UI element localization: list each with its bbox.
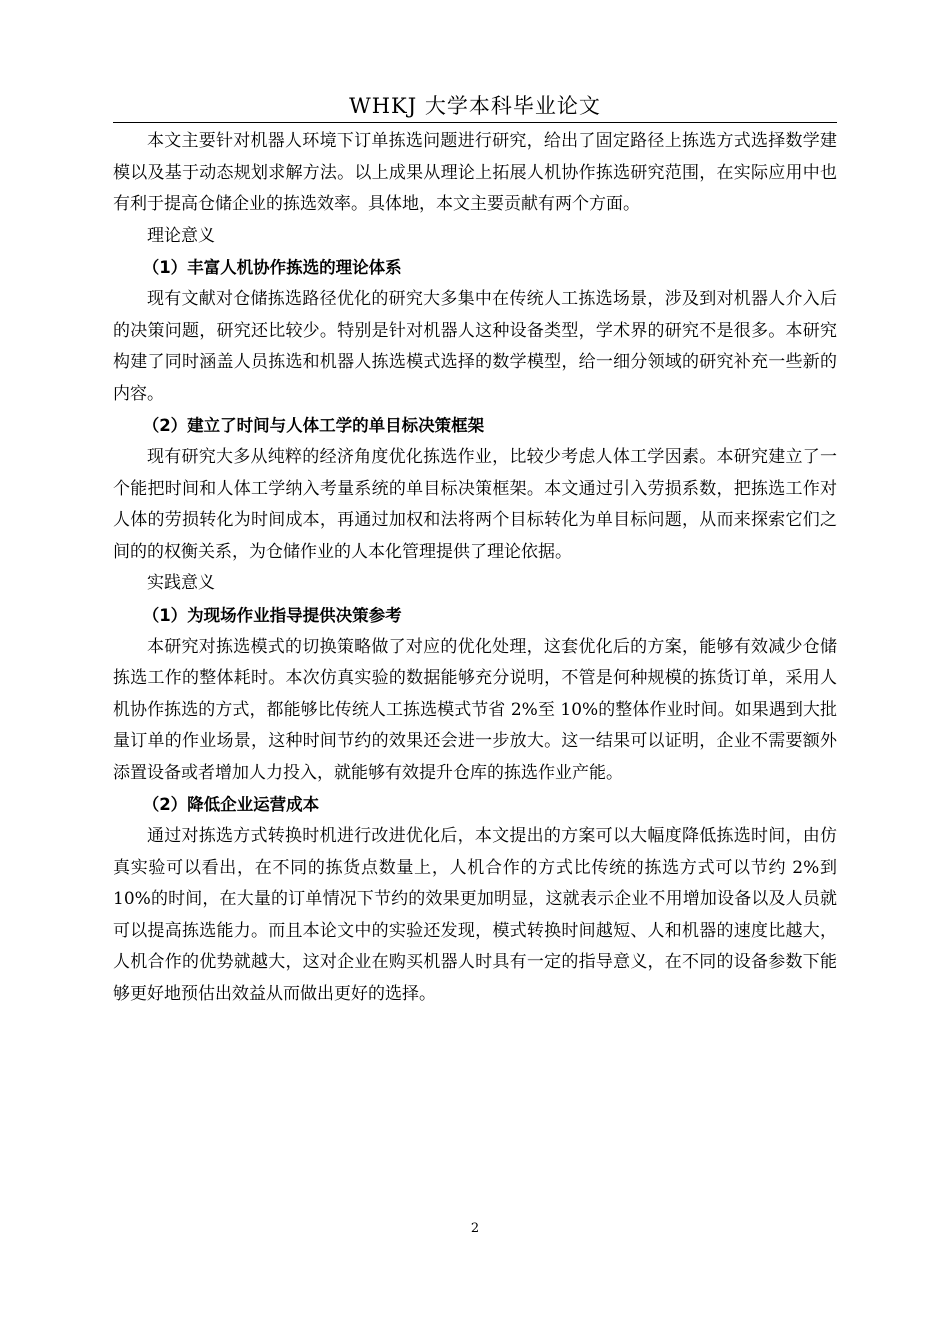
subheading-theory-2: （2）建立了时间与人体工学的单目标决策框架 xyxy=(142,416,485,436)
section-heading-practice: 实践意义 xyxy=(147,573,215,594)
section-heading-theory: 理论意义 xyxy=(147,225,215,246)
paragraph-practice-1: 本研究对拣选模式的切换策略做了对应的优化处理，这套优化后的方案，能够有效减少仓储拣选工作的整体耗时。本次仿真实验的数据能够充分说明，不管是何种规模的拣货订单，采用人机协作拣选的方式，都能够比传统人工拣选模式节省 2%至 10%的整体作业时间。如果遇到大批量订单的作业场景，这种时间节约的效果还会进一步放大。这一结果可以证明，企业不需要额外添置设备或者增加人力投入，就能够有效提升仓库的拣选作业产能。 xyxy=(113,636,837,783)
paragraph-practice-2: 通过对拣选方式转换时机进行改进优化后，本文提出的方案可以大幅度降低拣选时间，由仿真实验可以看出，在不同的拣货点数量上，人机合作的方式比传统的拣选方式可以节约 2%到 10%的时间，在大量的订单情况下节约的效果更加明显，这就表示企业不用增加设备以及人员就可以提高拣选能力。而且本论文中的实验还发现，模式转换时间越短、人和机器的速度比越大，人机合作的优势就越大，这对企业在购买机器人时具有一定的指导意义，在不同的设备参数下能够更好地预估出效益从而做出更好的选择。 xyxy=(113,826,837,1005)
paragraph-theory-1: 现有文献对仓储拣选路径优化的研究大多集中在传统人工拣选场景，涉及到对机器人介入后的决策问题，研究还比较少。特别是针对机器人这种设备类型，学术界的研究不是很多。本研究构建了同时涵盖人员拣选和机器人拣选模式选择的数学模型，给一细分领域的研究补充一些新的内容。 xyxy=(113,288,837,404)
subheading-practice-2: （2）降低企业运营成本 xyxy=(142,795,320,815)
page-number: 2 xyxy=(470,1221,480,1236)
document-body xyxy=(113,126,837,1011)
subheading-practice-1: （1）为现场作业指导提供决策参考 xyxy=(142,605,402,625)
subheading-theory-1: （1）丰富人机协作拣选的理论体系 xyxy=(142,258,402,278)
page-header: WHKJ 大学本科毕业论文 xyxy=(113,90,837,123)
intro-paragraph: 本文主要针对机器人环境下订单拣选问题进行研究，给出了固定路径上拣选方式选择数学建模以及基于动态规划求解方法。以上成果从理论上拓展人机协作拣选研究范围，在实际应用中也有利于提高仓储企业的拣选效率。具体地，本文主要贡献有两个方面。 xyxy=(113,131,837,215)
paragraph-theory-2: 现有研究大多从纯粹的经济角度优化拣选作业，比较少考虑人体工学因素。本研究建立了一个能把时间和人体工学纳入考量系统的单目标决策框架。本文通过引入劳损系数，把拣选工作对人体的劳损转化为时间成本，再通过加权和法将两个目标转化为单目标问题，从而来探索它们之间的的权衡关系，为仓储作业的人本化管理提供了理论依据。 xyxy=(113,446,837,562)
